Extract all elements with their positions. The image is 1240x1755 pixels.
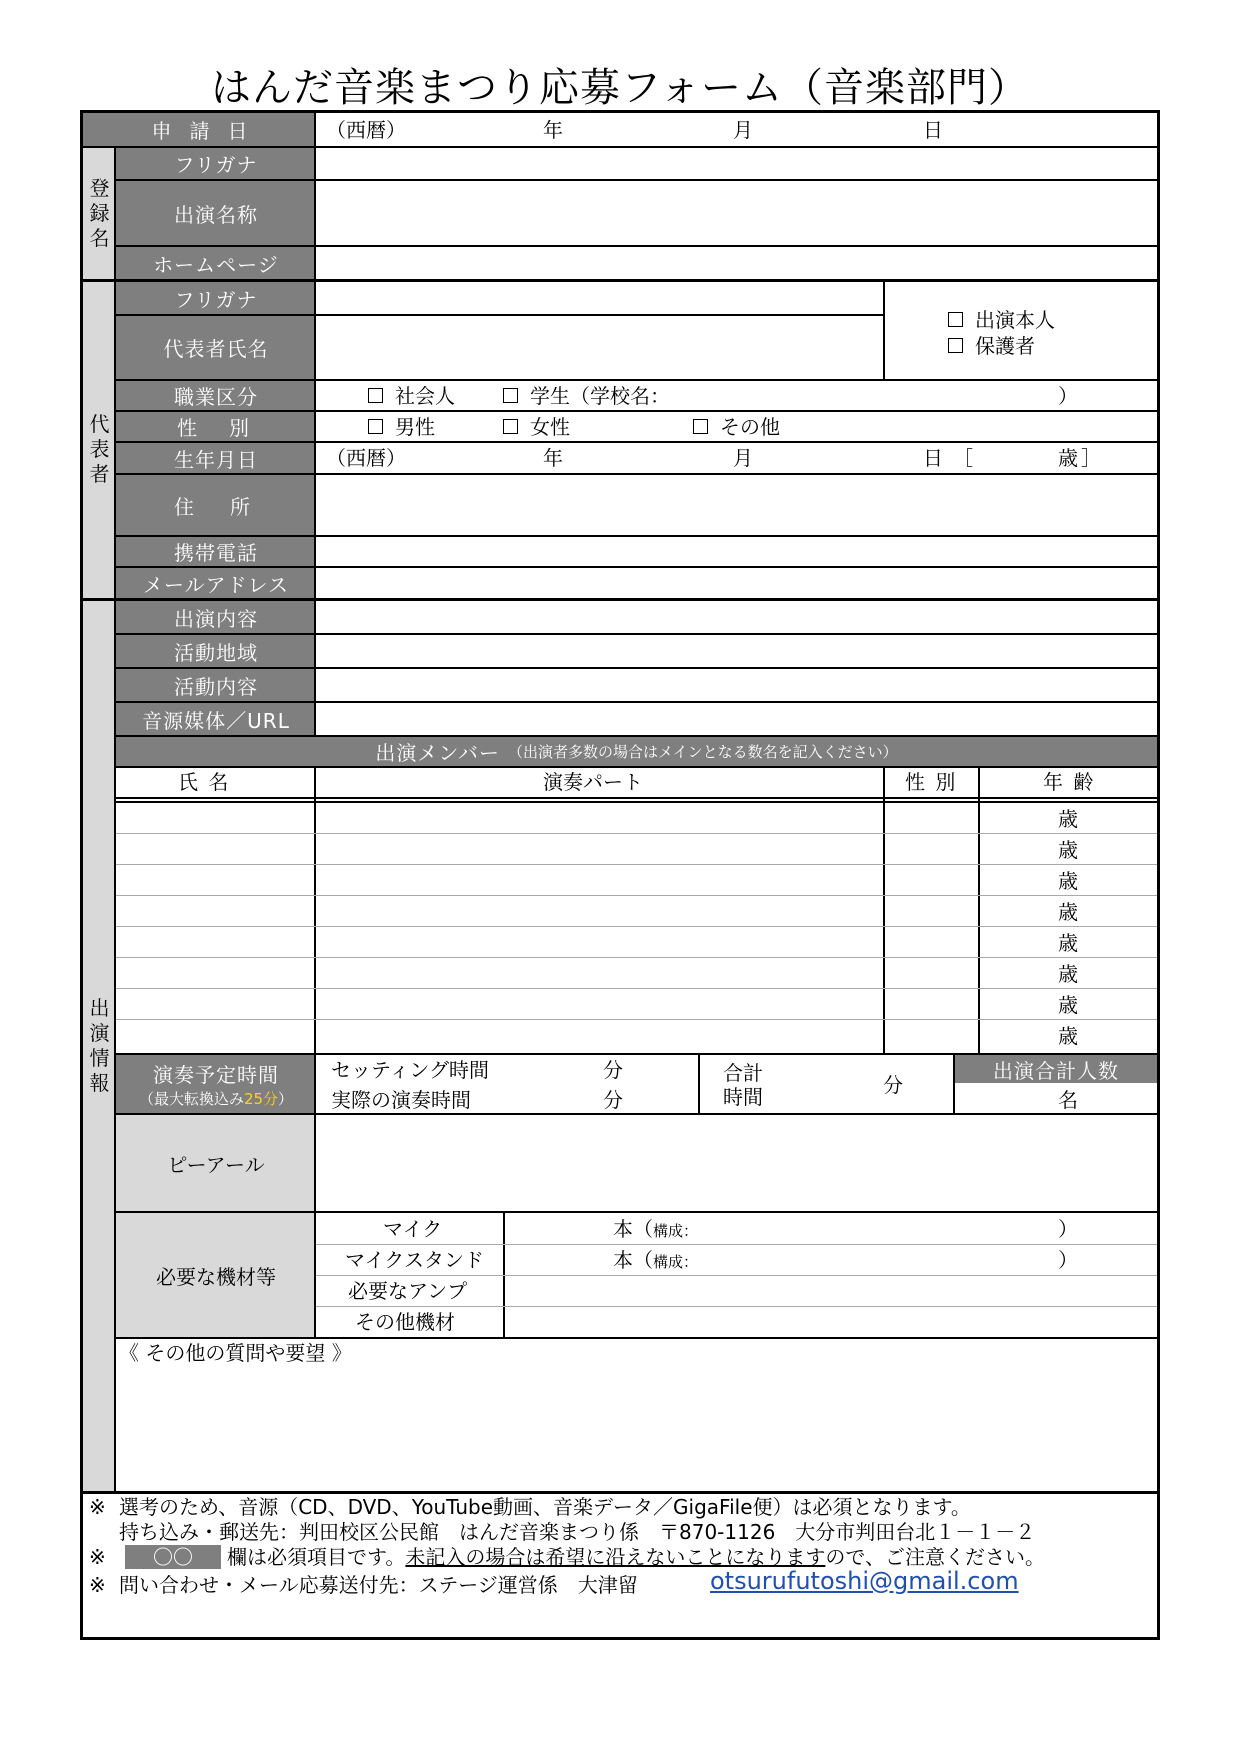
birth-age-close: ］ — [1081, 446, 1101, 470]
representative-furigana-label: フリガナ — [116, 282, 316, 314]
mic-stand-count: 本（構成： — [613, 1248, 699, 1272]
checkbox-icon — [948, 338, 963, 353]
application-date-era: （西暦） — [326, 118, 406, 142]
col-part: 演奏パート — [543, 770, 643, 794]
contact-email-link[interactable]: otsurufutoshi@gmail.com — [710, 1567, 1019, 1595]
gender-male[interactable]: 男性 — [368, 415, 435, 439]
member-age-unit: 歳 — [1058, 900, 1078, 924]
setting-time-label: セッティング時間 — [331, 1058, 489, 1082]
page-title: はんだ音楽まつり応募フォーム（音楽部門） — [211, 65, 1029, 111]
application-date-year: 年 — [543, 118, 563, 142]
birth-day: 日 — [923, 446, 943, 470]
gender-other[interactable]: その他 — [693, 415, 780, 439]
note-mark: ※ — [89, 1495, 106, 1519]
other-equipment-label: その他機材 — [355, 1310, 455, 1334]
occupation-student[interactable]: 学生（学校名： — [503, 384, 670, 408]
col-gender: 性 別 — [905, 770, 958, 794]
mobile-label: 携帯電話 — [116, 537, 316, 566]
application-date-month: 月 — [733, 118, 753, 142]
note-mark: ※ — [89, 1545, 106, 1569]
members-header: 出演メンバー （出演者多数の場合はメインとなる数名を記入ください） — [116, 737, 1157, 766]
member-age-unit: 歳 — [1058, 931, 1078, 955]
application-date-day: 日 — [923, 118, 943, 142]
registration-homepage-label: ホームページ — [116, 247, 316, 279]
birth-era: （西暦） — [326, 446, 406, 470]
member-age-unit: 歳 — [1058, 962, 1078, 986]
gender-female[interactable]: 女性 — [503, 415, 570, 439]
member-age-unit: 歳 — [1058, 993, 1078, 1017]
birth-age: 歳 — [1058, 446, 1078, 470]
col-age: 年 齢 — [1043, 770, 1096, 794]
mic-stand-close: ） — [1058, 1248, 1078, 1272]
checkbox-icon — [368, 419, 383, 434]
registration-section-label: 登録名 — [83, 148, 116, 279]
mic-stand-label: マイクスタンド — [345, 1248, 484, 1272]
area-label: 活動地域 — [116, 635, 316, 667]
mic-close: ） — [1058, 1217, 1078, 1241]
checkbox-icon — [503, 388, 518, 403]
representative-section-label: 代表者 — [83, 282, 116, 617]
actual-minute: 分 — [603, 1088, 623, 1112]
member-age-unit: 歳 — [1058, 869, 1078, 893]
occupation-worker[interactable]: 社会人 — [368, 384, 455, 408]
note-address: 持ち込み・郵送先：判田校区公民館 はんだ音楽まつり係 〒870-1126 大分市判田台北１－１－２ — [119, 1520, 1036, 1544]
setting-minute: 分 — [603, 1058, 623, 1082]
total-minute: 分 — [883, 1073, 903, 1097]
option-self[interactable]: 出演本人 — [948, 308, 1055, 332]
birth-label: 生年月日 — [116, 443, 316, 473]
amp-label: 必要なアンプ — [348, 1279, 468, 1303]
application-date-label: 申請日 — [83, 113, 316, 146]
occupation-close: ） — [1058, 384, 1078, 408]
member-age-unit: 歳 — [1058, 807, 1078, 831]
option-guardian[interactable]: 保護者 — [948, 334, 1035, 358]
equipment-label: 必要な機材等 — [116, 1213, 316, 1337]
total-label-time: 時間 — [723, 1085, 763, 1109]
mic-label: マイク — [383, 1217, 443, 1241]
email-label: メールアドレス — [116, 568, 316, 598]
checkbox-icon — [368, 388, 383, 403]
activity-label: 活動内容 — [116, 669, 316, 701]
media-label: 音源媒体／URL — [116, 703, 316, 735]
questions-label: 《 その他の質問や要望 》 — [119, 1341, 352, 1365]
member-age-unit: 歳 — [1058, 838, 1078, 862]
birth-year: 年 — [543, 446, 563, 470]
total-label: 合計 — [723, 1061, 763, 1085]
note-sources: 選考のため、音源（CD、DVD、YouTube動画、音楽データ／GigaFile便）は必須となります。 — [119, 1495, 971, 1519]
representative-name-label: 代表者氏名 — [116, 316, 316, 379]
note-required: 〇〇 欄は必須項目です。未記入の場合は希望に沿えないことになりますので、ご注意ください。 — [119, 1545, 1045, 1569]
schedule-label: 演奏予定時間 （最大転換込み25分） — [116, 1055, 316, 1113]
mic-count: 本（構成： — [613, 1217, 699, 1241]
members-unit: 名 — [1058, 1088, 1078, 1112]
total-members-label: 出演合計人数 — [955, 1055, 1157, 1083]
registration-furigana-label: フリガナ — [116, 148, 316, 179]
address-label: 住 所 — [116, 475, 316, 535]
checkbox-icon — [693, 419, 708, 434]
birth-age-open: ［ — [953, 446, 973, 470]
pr-label: ピーアール — [116, 1115, 316, 1211]
members-note: （出演者多数の場合はメインとなる数名を記入ください） — [507, 743, 898, 761]
occupation-label: 職業区分 — [116, 381, 316, 410]
checkbox-icon — [503, 419, 518, 434]
performance-section-label: 出演情報 — [83, 601, 116, 1491]
note-mark: ※ — [89, 1573, 106, 1597]
birth-month: 月 — [733, 446, 753, 470]
application-form — [80, 110, 1160, 1640]
gender-label: 性 別 — [116, 412, 316, 441]
required-sample: 〇〇 — [125, 1545, 221, 1569]
member-age-unit: 歳 — [1058, 1024, 1078, 1048]
checkbox-icon — [948, 312, 963, 327]
col-name: 氏 名 — [178, 770, 231, 794]
registration-name-label: 出演名称 — [116, 181, 316, 245]
actual-time-label: 実際の演奏時間 — [331, 1088, 471, 1112]
note-contact: 問い合わせ・メール応募送付先：ステージ運営係 大津留 — [119, 1573, 638, 1597]
content-label: 出演内容 — [116, 601, 316, 633]
